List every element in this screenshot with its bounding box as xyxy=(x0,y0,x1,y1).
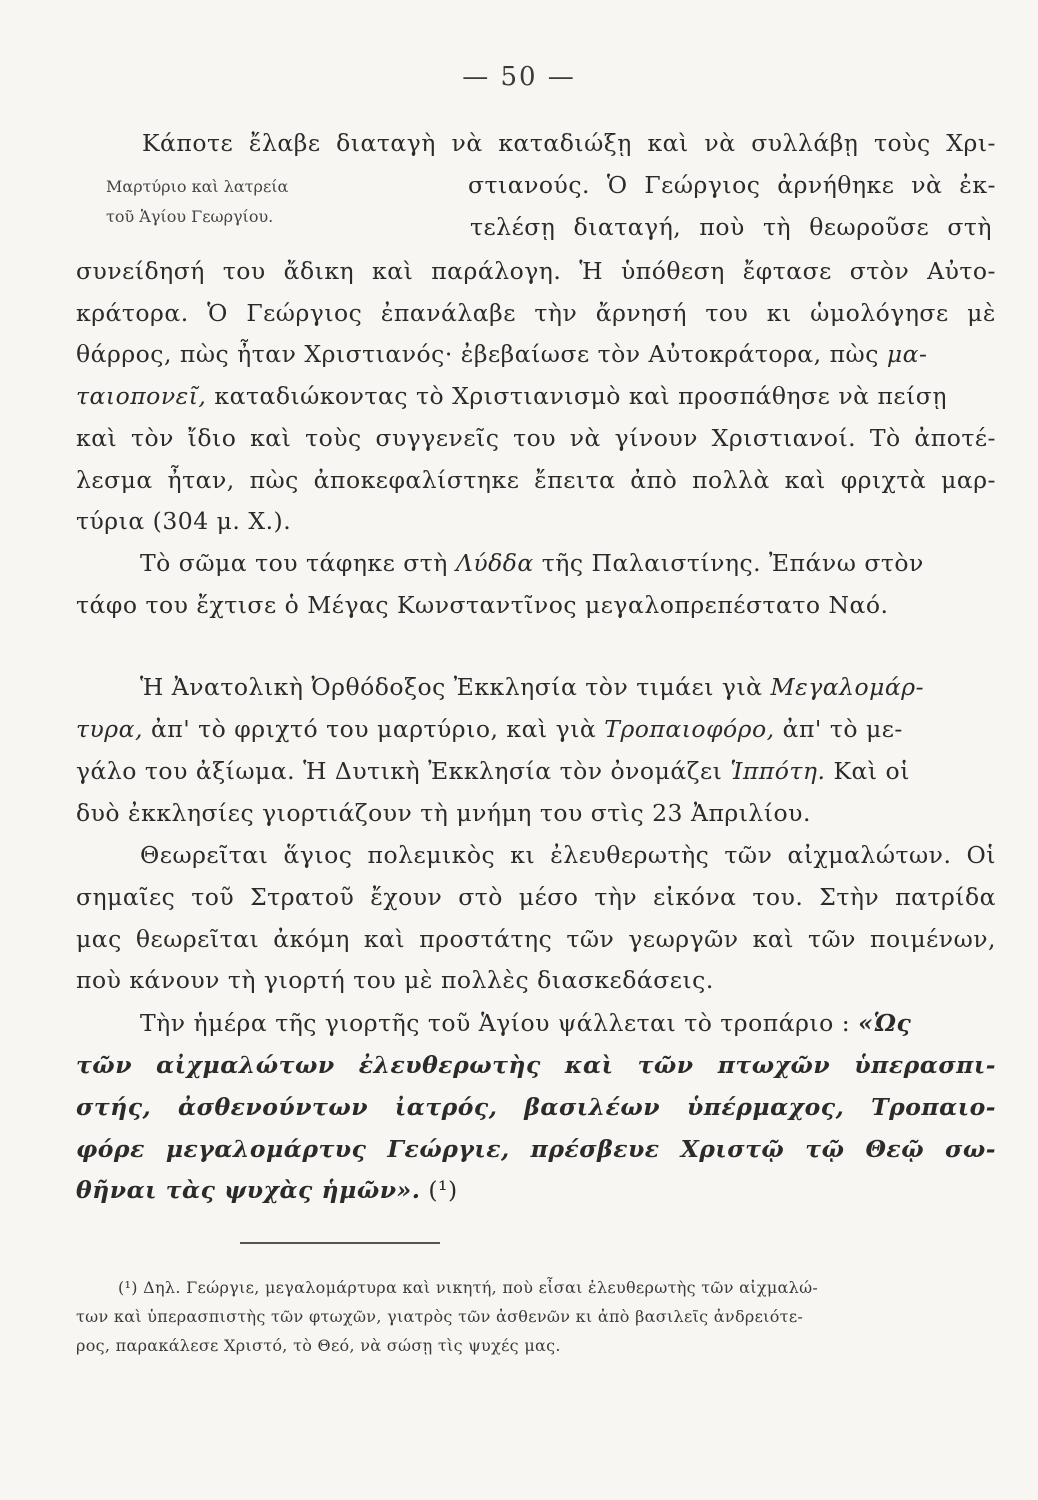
text-line: καὶ τὸν ἴδιο καὶ τοὺς συγγενεῖς του νὰ γίνουν Χριστιανοί. Τὸ ἀποτέ- xyxy=(76,424,996,452)
text-line: κράτορα. Ὁ Γεώργιος ἐπανάλαβε τὴν ἄρνησή του κι ὡμολόγησε μὲ xyxy=(76,299,996,327)
text-line: τάφο του ἔχτισε ὁ Μέγας Κωνσταντῖνος μεγαλοπρεπέστατο Ναό. xyxy=(76,591,889,619)
italic-span: Μεγαλομάρ- xyxy=(770,673,925,701)
text-span: ἀπ' τὸ με- xyxy=(782,715,903,743)
text-span: ἀπ' τὸ φριχτό του μαρτύριο, καὶ γιὰ xyxy=(150,715,597,743)
quote-span: «Ὡς xyxy=(858,1009,912,1037)
text-line: Κάποτε ἔλαβε διαταγὴ νὰ καταδιώξῃ καὶ νὰ συλλάβῃ τοὺς Χρι- xyxy=(142,129,996,157)
footnote-line: των καὶ ὑπερασπιστὴς τῶν φτωχῶν, γιατρὸς τῶν ἀσθενῶν κι ἀπὸ βασιλεῖς ἀνδρειότε- xyxy=(76,1307,804,1326)
text-line: σημαῖες τοῦ Στρατοῦ ἔχουν στὸ μέσο τὴν εἰκόνα του. Στὴν πατρίδα xyxy=(76,883,996,911)
quote-span: θῆναι τὰς ψυχὰς ἡμῶν». xyxy=(76,1176,421,1204)
text-span: θάρρος, πὼς ἦταν Χριστιανός· ἐβεβαίωσε τὸν Αὐτοκράτορα, πὼς xyxy=(76,340,879,368)
footnote-line: (¹) Δηλ. Γεώργιε, μεγαλομάρτυρα καὶ νικητή, ποὺ εἶσαι ἐλευθερωτὴς τῶν αἰχμαλώ- xyxy=(118,1278,819,1297)
quote-line: φόρε μεγαλομάρτυς Γεώργιε, πρέσβευε Χριστῷ τῷ Θεῷ σω- xyxy=(76,1135,996,1163)
quote-line: τῶν αἰχμαλώτων ἐλευθερωτὴς καὶ τῶν πτωχῶν ὑπερασπι- xyxy=(76,1051,996,1079)
italic-span: Ἱππότη. xyxy=(730,757,826,785)
text-span: Ἡ Ἀνατολικὴ Ὀρθόδοξος Ἐκκλησία τὸν τιμάει γιὰ xyxy=(140,673,763,701)
quote-line: στής, ἀσθενούντων ἰατρός, βασιλέων ὑπέρμαχος, Τροπαιο- xyxy=(76,1093,996,1121)
footnote-rule xyxy=(240,1242,440,1244)
text-line: δυὸ ἐκκλησίες γιορτιάζουν τὴ μνήμη του στὶς 23 Ἀπριλίου. xyxy=(76,799,811,827)
footnote-ref: (¹) xyxy=(428,1176,458,1204)
text-line: Θεωρεῖται ἅγιος πολεμικὸς κι ἐλευθερωτὴς τῶν αἰχμαλώτων. Οἱ xyxy=(140,841,996,869)
text-span: Καὶ οἱ xyxy=(833,757,910,785)
italic-span: ταιοπονεῖ, xyxy=(76,382,207,410)
text-span: τῆς Παλαιστίνης. Ἐπάνω στὸν xyxy=(541,549,924,577)
text-line xyxy=(140,672,996,702)
text-line xyxy=(76,756,996,786)
text-line xyxy=(76,381,996,411)
text-span: Τὴν ἡμέρα τῆς γιορτῆς τοῦ Ἁγίου ψάλλεται τὸ τροπάριο : xyxy=(140,1009,851,1037)
text-line: ποὺ κάνουν τὴ γιορτή του μὲ πολλὲς διασκεδάσεις. xyxy=(76,966,714,994)
text-line xyxy=(140,548,996,578)
text-line xyxy=(76,714,996,744)
italic-span: τυρα, xyxy=(76,715,143,743)
margin-note-line: Μαρτύριο καὶ λατρεία xyxy=(106,177,289,196)
text-line: συνείδησή του ἄδικη καὶ παράλογη. Ἡ ὑπόθεση ἔφτασε στὸν Αὐτο- xyxy=(76,257,996,285)
text-line: τελέσῃ διαταγή, ποὺ τὴ θεωροῦσε στὴ xyxy=(470,213,992,241)
text-span: καταδιώκοντας τὸ Χριστιανισμὸ καὶ προσπάθησε νὰ πείσῃ xyxy=(214,382,947,410)
italic-span: Τροπαιοφόρο, xyxy=(604,715,775,743)
margin-note-line: τοῦ Ἁγίου Γεωργίου. xyxy=(106,207,274,226)
text-line xyxy=(76,339,996,369)
text-line: λεσμα ἦταν, πὼς ἀποκεφαλίστηκε ἔπειτα ἀπὸ πολλὰ καὶ φριχτὰ μαρ- xyxy=(76,466,996,494)
footnote-line: ρος, παρακάλεσε Χριστό, τὸ Θεό, νὰ σώσῃ τὶς ψυχές μας. xyxy=(76,1336,561,1355)
text-line xyxy=(76,1175,996,1205)
text-span: γάλο του ἀξίωμα. Ἡ Δυτικὴ Ἐκκλησία τὸν ὀνομάζει xyxy=(76,757,723,785)
text-span: Τὸ σῶμα του τάφηκε στὴ xyxy=(140,549,448,577)
text-line xyxy=(140,1008,996,1038)
page-number: — 50 — xyxy=(462,62,576,92)
text-line: στιανούς. Ὁ Γεώργιος ἀρνήθηκε νὰ ἐκ- xyxy=(468,171,996,199)
italic-span: Λύδδα xyxy=(455,549,534,577)
italic-span: μα- xyxy=(886,340,928,368)
text-line: μας θεωρεῖται ἀκόμη καὶ προστάτης τῶν γεωργῶν καὶ τῶν ποιμένων, xyxy=(76,925,996,953)
text-line: τύρια (304 μ. Χ.). xyxy=(76,507,292,535)
